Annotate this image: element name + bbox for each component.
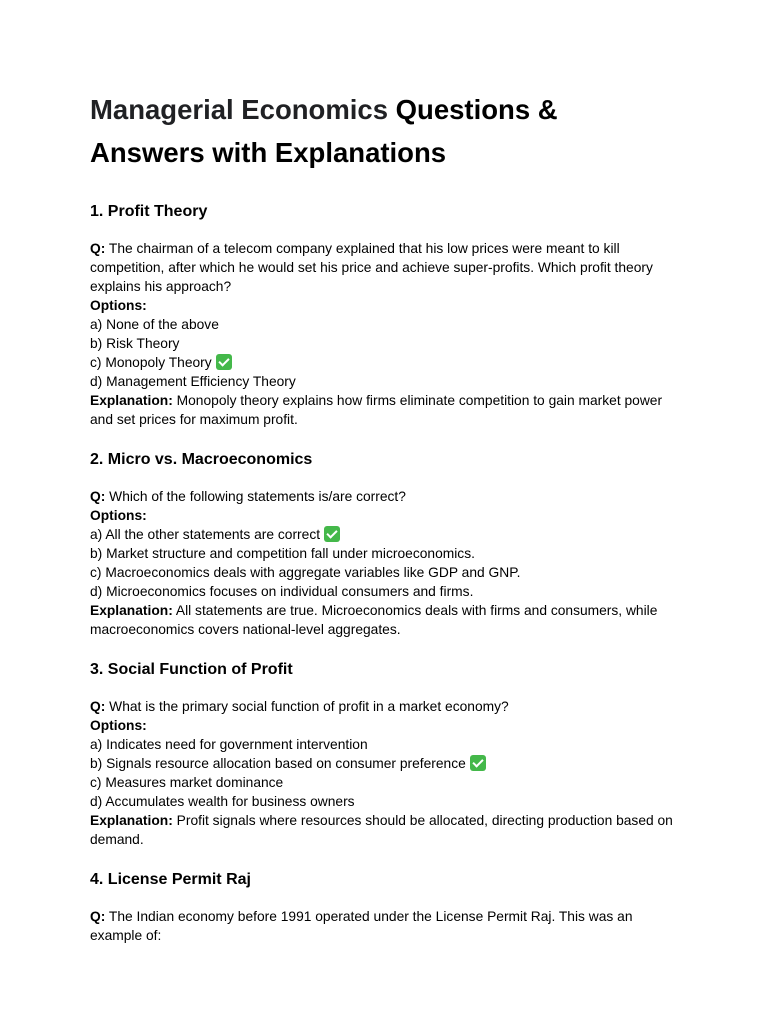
question-text-line: The Indian economy before 1991 operated under the License Permit Raj. This was an <box>108 909 633 924</box>
explanation <box>90 601 690 639</box>
question <box>90 697 690 716</box>
options-label-text: Options: <box>90 298 147 313</box>
option-text: c) Macroeconomics deals with aggregate variables like GDP and GNP. <box>90 565 521 580</box>
option-item <box>90 544 690 563</box>
option-item <box>90 563 690 582</box>
options-label <box>90 296 690 315</box>
option-item <box>90 334 690 353</box>
title-part2: Questions & <box>388 94 558 125</box>
option-item <box>90 353 690 372</box>
question-text-line: example of: <box>90 928 162 943</box>
option-item <box>90 792 690 811</box>
option-item <box>90 735 690 754</box>
question-text-line: explains his approach? <box>90 279 232 294</box>
section-micro-vs-macro <box>90 449 690 639</box>
option-text: d) Accumulates wealth for business owners <box>90 794 355 809</box>
explanation-text-line: All statements are true. Microeconomics deals with firms and consumers, while <box>175 603 658 618</box>
section-social-function-of-profit <box>90 659 690 849</box>
options-label-text: Options: <box>90 508 147 523</box>
document-page <box>90 88 690 945</box>
title-highlight: Managerial Economics <box>90 94 389 125</box>
question <box>90 239 690 296</box>
check-mark-icon <box>470 755 486 771</box>
title-line2: Answers with Explanations <box>90 137 447 168</box>
question-label: Q: <box>90 489 106 504</box>
option-item <box>90 754 690 773</box>
section-heading: 2. Micro vs. Macroeconomics <box>90 451 313 468</box>
section-heading: 4. License Permit Raj <box>90 871 251 888</box>
option-item <box>90 315 690 334</box>
option-text: b) Market structure and competition fall under microeconomics. <box>90 546 475 561</box>
option-item <box>90 773 690 792</box>
section-profit-theory <box>90 201 690 429</box>
option-text: a) All the other statements are correct <box>90 527 321 542</box>
option-text: b) Signals resource allocation based on consumer preference <box>90 756 466 771</box>
explanation <box>90 811 690 849</box>
options-label <box>90 716 690 735</box>
explanation-text-line: and set prices for maximum profit. <box>90 412 298 427</box>
explanation-label: Explanation: <box>90 813 173 828</box>
question-text-line: competition, after which he would set his price and achieve super-profits. Which profit theory <box>90 260 653 275</box>
explanation-label: Explanation: <box>90 603 173 618</box>
section-license-permit-raj <box>90 869 690 945</box>
document-title <box>90 88 690 174</box>
question-text-line: The chairman of a telecom company explained that his low prices were meant to kill <box>108 241 620 256</box>
explanation-text-line: Profit signals where resources should be allocated, directing production based on <box>176 813 673 828</box>
option-text: d) Management Efficiency Theory <box>90 374 296 389</box>
explanation-label: Explanation: <box>90 393 173 408</box>
option-item <box>90 372 690 391</box>
question-label: Q: <box>90 909 106 924</box>
options-label-text: Options: <box>90 718 147 733</box>
question-label: Q: <box>90 241 106 256</box>
check-mark-icon <box>216 354 232 370</box>
option-text: c) Monopoly Theory <box>90 355 212 370</box>
explanation-text-line: demand. <box>90 832 144 847</box>
check-mark-icon <box>324 526 340 542</box>
question <box>90 487 690 506</box>
section-heading: 3. Social Function of Profit <box>90 661 293 678</box>
question-text-line: Which of the following statements is/are correct? <box>109 489 406 504</box>
option-text: a) None of the above <box>90 317 219 332</box>
option-text: a) Indicates need for government intervention <box>90 737 368 752</box>
explanation-text-line: Monopoly theory explains how firms eliminate competition to gain market power <box>176 393 663 408</box>
options-label <box>90 506 690 525</box>
explanation <box>90 391 690 429</box>
option-text: b) Risk Theory <box>90 336 180 351</box>
question-label: Q: <box>90 699 106 714</box>
option-text: d) Microeconomics focuses on individual consumers and firms. <box>90 584 474 599</box>
explanation-text-line: macroeconomics covers national-level aggregates. <box>90 622 401 637</box>
section-heading: 1. Profit Theory <box>90 203 208 220</box>
option-item <box>90 582 690 601</box>
question <box>90 907 690 945</box>
question-text-line: What is the primary social function of profit in a market economy? <box>109 699 509 714</box>
option-text: c) Measures market dominance <box>90 775 284 790</box>
option-item <box>90 525 690 544</box>
